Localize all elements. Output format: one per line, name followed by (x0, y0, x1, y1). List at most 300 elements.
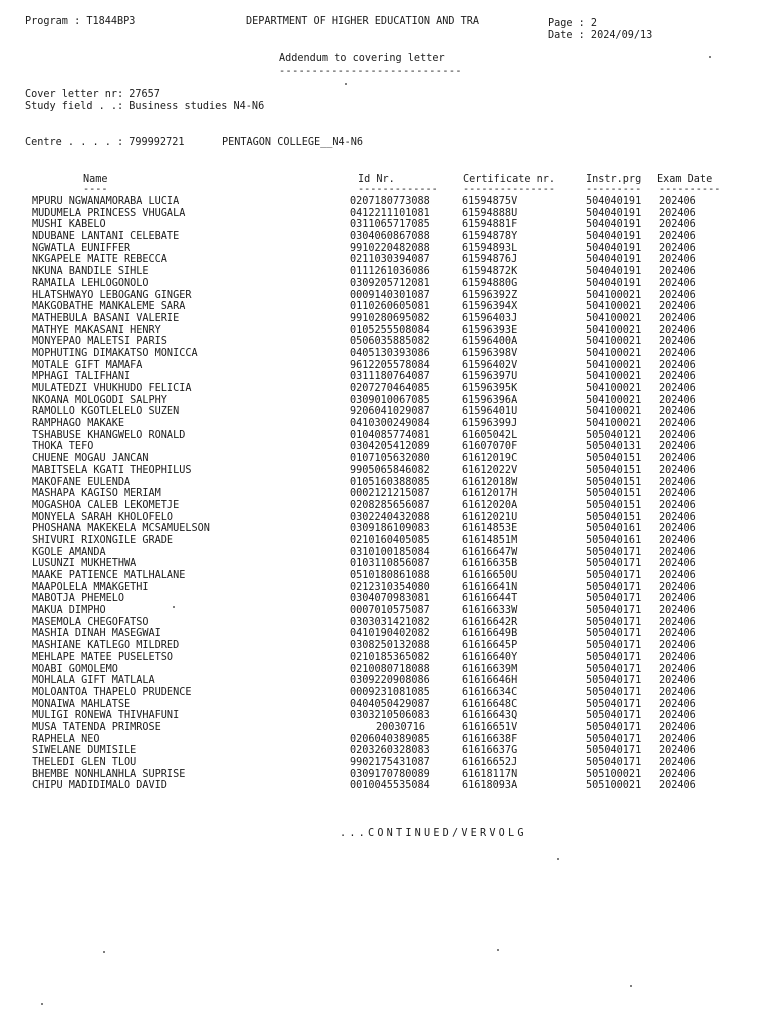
instruction-programme: 504040191 (586, 266, 642, 278)
table-row (0, 535, 768, 547)
exam-date: 202406 (659, 488, 696, 500)
id-number: 0309170780089 (350, 768, 430, 780)
candidate-name: RAMOLLO KGOTLELELO SUZEN (32, 406, 180, 418)
certificate-number: 61612018W (462, 476, 518, 488)
candidate-name: MOABI GOMOLEMO (32, 663, 118, 675)
department-name: DEPARTMENT OF HIGHER EDUCATION AND TRA (246, 16, 480, 27)
certificate-number: 61616650U (462, 570, 518, 581)
table-row (0, 430, 768, 442)
id-number: 0007010575087 (350, 605, 430, 617)
certificate-number: 61596399J (462, 418, 518, 430)
certificate-number: 61612017H (462, 488, 518, 500)
exam-date: 202406 (659, 464, 696, 476)
instruction-programme: 505040171 (586, 605, 642, 617)
candidate-name: MAKUA DIMPHO (32, 605, 106, 617)
candidate-name: MAKOFANE EULENDA (32, 476, 131, 488)
id-number: 0002121215087 (350, 488, 430, 500)
exam-date: 202406 (659, 745, 696, 757)
id-number: 0105160388085 (350, 476, 430, 488)
table-row (0, 243, 768, 255)
table-row (0, 418, 768, 430)
instruction-programme: 505040171 (586, 570, 642, 581)
exam-date: 202406 (659, 780, 696, 792)
table-row (0, 628, 768, 640)
id-number: 0104085774081 (350, 429, 430, 441)
exam-date: 202406 (659, 207, 696, 219)
table-row (0, 465, 768, 477)
certificate-number: 61596397U (462, 371, 518, 383)
exam-date: 202406 (659, 429, 696, 441)
candidate-name: MONYEPAO MALETSI PARIS (32, 336, 167, 348)
instruction-programme: 505040151 (586, 453, 642, 465)
table-row (0, 699, 768, 711)
exam-date: 202406 (659, 605, 696, 617)
certificate-number: 61616652J (462, 757, 518, 768)
instruction-programme: 505040151 (586, 511, 642, 523)
certificate-number: 61616638F (462, 733, 518, 745)
table-row (0, 523, 768, 535)
instruction-programme: 505040151 (586, 464, 642, 476)
certificate-number: 61618117N (462, 768, 518, 780)
instruction-programme: 505040171 (586, 593, 642, 605)
exam-date: 202406 (659, 546, 696, 558)
id-number: 0206040389085 (350, 733, 430, 745)
instruction-programme: 504100021 (586, 359, 642, 371)
candidate-name: MUDUMELA PRINCESS VHUGALA (32, 207, 186, 219)
certificate-number: 61616644T (462, 593, 518, 605)
candidate-name: MOPHUTING DIMAKATSO MONICCA (32, 347, 198, 359)
instruction-programme: 504040191 (586, 254, 642, 266)
id-number: 0111261036086 (350, 266, 430, 278)
exam-date: 202406 (659, 534, 696, 546)
table-row (0, 675, 768, 687)
id-number: 0304205412089 (350, 441, 430, 453)
candidate-name: MOGASHOA CALEB LEKOMETJE (32, 499, 180, 511)
instruction-programme: 504040191 (586, 219, 642, 231)
instruction-programme: 505040171 (586, 733, 642, 745)
table-row (0, 558, 768, 570)
id-number: 0309186109083 (350, 523, 430, 535)
id-number: 0302240432088 (350, 511, 430, 523)
certificate-number: 61616637G (462, 745, 518, 757)
candidate-name: LUSUNZI MUKHETHWA (32, 558, 137, 570)
candidate-name: NKUNA BANDILE SIHLE (32, 266, 149, 278)
certificate-number: 61596403J (462, 312, 518, 324)
instruction-programme: 504100021 (586, 289, 642, 301)
instruction-programme: 504100021 (586, 347, 642, 359)
certificate-number: 61614853E (462, 523, 518, 535)
id-number: 9910280695082 (350, 312, 430, 324)
instruction-programme: 504100021 (586, 406, 642, 418)
instruction-programme: 504100021 (586, 301, 642, 313)
certificate-number: 61607070F (462, 441, 518, 453)
exam-date: 202406 (659, 394, 696, 406)
instruction-programme: 505040171 (586, 675, 642, 687)
candidate-name: MASHIA DINAH MASEGWAI (32, 628, 161, 640)
id-number: 0412211101081 (350, 207, 430, 219)
exam-date: 202406 (659, 511, 696, 523)
table-row (0, 757, 768, 769)
instruction-programme: 505040171 (586, 628, 642, 640)
id-number: 0207180773088 (350, 196, 430, 207)
instruction-programme: 504100021 (586, 394, 642, 406)
exam-date: 202406 (659, 757, 696, 768)
table-row (0, 406, 768, 418)
column-rule-exam-date: ---------- (659, 184, 721, 195)
instruction-programme: 505040171 (586, 663, 642, 675)
certificate-number: 61594888U (462, 207, 518, 219)
instruction-programme: 504100021 (586, 418, 642, 430)
candidate-name: MATHYE MAKASANI HENRY (32, 324, 161, 336)
id-number: 0110260605081 (350, 301, 430, 313)
exam-date: 202406 (659, 383, 696, 394)
candidate-name: NKOANA MOLOGODI SALPHY (32, 394, 167, 406)
certificate-number: 61612020A (462, 499, 518, 511)
table-row (0, 196, 768, 208)
id-number: 0311180764087 (350, 371, 430, 383)
id-number: 0405130393086 (350, 347, 430, 359)
id-number: 0310100185084 (350, 546, 430, 558)
id-number: 9910220482088 (350, 242, 430, 254)
table-row (0, 652, 768, 664)
centre-name: PENTAGON COLLEGE__N4-N6 (222, 137, 364, 148)
candidate-name: MPURU NGWANAMORABA LUCIA (32, 196, 180, 207)
exam-date: 202406 (659, 733, 696, 745)
certificate-number: 61616633W (462, 605, 518, 617)
scan-speck (173, 606, 175, 608)
id-number: 0009231081085 (350, 686, 430, 698)
exam-date: 202406 (659, 570, 696, 581)
instruction-programme: 505040151 (586, 488, 642, 500)
instruction-programme: 505100021 (586, 780, 642, 792)
candidate-name: MASHIANE KATLEGO MILDRED (32, 640, 180, 652)
id-number: 0210185365082 (350, 651, 430, 663)
centre-number: Centre . . . . : 799992721 (25, 137, 185, 148)
id-number: 0309205712081 (350, 277, 430, 289)
candidate-name: TSHABUSE KHANGWELO RONALD (32, 429, 186, 441)
table-row (0, 208, 768, 220)
certificate-number: 61594875V (462, 196, 518, 207)
id-number: 0510180861088 (350, 570, 430, 581)
candidate-name: MEHLAPE MATEE PUSELETSO (32, 651, 174, 663)
id-number: 0311065717085 (350, 219, 430, 231)
instruction-programme: 505100021 (586, 768, 642, 780)
id-number: 0010045535084 (350, 780, 430, 792)
id-number: 0208285656087 (350, 499, 430, 511)
certificate-number: 61616645P (462, 640, 518, 652)
instruction-programme: 505040151 (586, 476, 642, 488)
candidate-name: MUSHI KABELO (32, 219, 106, 231)
cover-letter-number: Cover letter nr: 27657 (25, 89, 160, 100)
exam-date: 202406 (659, 406, 696, 418)
id-number: 0103110856087 (350, 558, 430, 570)
candidate-name: MASEMOLA CHEGOFATSO (32, 616, 149, 628)
candidate-name: KGOLE AMANDA (32, 546, 106, 558)
id-number: 0304070983081 (350, 593, 430, 605)
id-number: 0309220908086 (350, 675, 430, 687)
scan-speck (41, 1003, 43, 1005)
instruction-programme: 504100021 (586, 383, 642, 394)
id-number: 0309010067085 (350, 394, 430, 406)
certificate-number: 61596398V (462, 347, 518, 359)
exam-date: 202406 (659, 336, 696, 348)
table-row (0, 336, 768, 348)
exam-date: 202406 (659, 301, 696, 313)
id-number: 9905065846082 (350, 464, 430, 476)
instruction-programme: 505040161 (586, 534, 642, 546)
table-row (0, 301, 768, 313)
candidate-table (0, 196, 768, 792)
certificate-number: 61596400A (462, 336, 518, 348)
column-header-certificate: Certificate nr. (463, 174, 556, 185)
candidate-name: MOTALE GIFT MAMAFA (32, 359, 143, 371)
exam-date: 202406 (659, 312, 696, 324)
exam-date: 202406 (659, 254, 696, 266)
table-row (0, 547, 768, 559)
candidate-name: CHUENE MOGAU JANCAN (32, 453, 149, 465)
exam-date: 202406 (659, 289, 696, 301)
candidate-name: MATHEBULA BASANI VALERIE (32, 312, 180, 324)
table-row (0, 360, 768, 372)
table-row (0, 500, 768, 512)
certificate-number: 61596396A (462, 394, 518, 406)
table-row (0, 605, 768, 617)
candidate-name: MULATEDZI VHUKHUDO FELICIA (32, 383, 192, 394)
candidate-name: NKGAPELE MAITE REBECCA (32, 254, 167, 266)
table-row (0, 348, 768, 360)
certificate-number: 61612022V (462, 464, 518, 476)
table-row (0, 780, 768, 792)
document-title: Addendum to covering letter (279, 53, 445, 64)
exam-date: 202406 (659, 453, 696, 465)
table-row (0, 290, 768, 302)
certificate-number: 61596402V (462, 359, 518, 371)
continued-notice: ...CONTINUED/VERVOLG (340, 828, 527, 839)
candidate-name: MABITSELA KGATI THEOPHILUS (32, 464, 192, 476)
column-rule-instr-prg: --------- (586, 184, 642, 195)
candidate-name: NDUBANE LANTANI CELEBATE (32, 231, 180, 243)
certificate-number: 61616646H (462, 675, 518, 687)
table-row (0, 371, 768, 383)
scan-speck (497, 949, 499, 951)
certificate-number: 61614851M (462, 534, 518, 546)
scan-speck (557, 858, 559, 860)
column-header-name: Name (83, 174, 108, 185)
candidate-name: MULIGI RONEWA THIVHAFUNI (32, 710, 180, 722)
certificate-number: 61612021U (462, 511, 518, 523)
exam-date: 202406 (659, 219, 696, 231)
exam-date: 202406 (659, 231, 696, 243)
candidate-name: THELEDI GLEN TLOU (32, 757, 137, 768)
candidate-name: CHIPU MADIDIMALO DAVID (32, 780, 167, 792)
id-number: 0009140301087 (350, 289, 430, 301)
candidate-name: MABOTJA PHEMELO (32, 593, 125, 605)
instruction-programme: 505040121 (586, 429, 642, 441)
instruction-programme: 505040171 (586, 558, 642, 570)
instruction-programme: 504040191 (586, 207, 642, 219)
instruction-programme: 505040171 (586, 640, 642, 652)
instruction-programme: 504100021 (586, 371, 642, 383)
table-row (0, 266, 768, 278)
exam-date: 202406 (659, 675, 696, 687)
certificate-number: 61596393E (462, 324, 518, 336)
exam-date: 202406 (659, 581, 696, 593)
scan-speck (630, 985, 632, 987)
candidate-name: MAAKE PATIENCE MATLHALANE (32, 570, 186, 581)
certificate-number: 61596392Z (462, 289, 518, 301)
certificate-number: 61616634C (462, 686, 518, 698)
certificate-number: 61596401U (462, 406, 518, 418)
table-row (0, 664, 768, 676)
id-number: 0303031421082 (350, 616, 430, 628)
instruction-programme: 505040171 (586, 757, 642, 768)
certificate-number: 61616651V (462, 721, 518, 733)
table-row (0, 593, 768, 605)
exam-date: 202406 (659, 651, 696, 663)
candidate-name: THOKA TEFO (32, 441, 94, 453)
id-number: 0105255508084 (350, 324, 430, 336)
id-number: 0410190402082 (350, 628, 430, 640)
page-number: Page : 2 (548, 18, 598, 29)
id-number: 0107105632080 (350, 453, 430, 465)
exam-date: 202406 (659, 324, 696, 336)
instruction-programme: 504100021 (586, 336, 642, 348)
id-number: 0210080718088 (350, 663, 430, 675)
exam-date: 202406 (659, 347, 696, 359)
exam-date: 202406 (659, 663, 696, 675)
exam-date: 202406 (659, 710, 696, 722)
exam-date: 202406 (659, 640, 696, 652)
id-number: 0308250132088 (350, 640, 430, 652)
table-row (0, 769, 768, 781)
id-number: 0410300249084 (350, 418, 430, 430)
candidate-name: MOHLALA GIFT MATLALA (32, 675, 155, 687)
table-row (0, 745, 768, 757)
exam-date: 202406 (659, 628, 696, 640)
instruction-programme: 504040191 (586, 231, 642, 243)
instruction-programme: 505040171 (586, 710, 642, 722)
id-number: 0210160405085 (350, 534, 430, 546)
id-number: 0203260328083 (350, 745, 430, 757)
table-row (0, 582, 768, 594)
instruction-programme: 505040171 (586, 745, 642, 757)
table-row (0, 453, 768, 465)
exam-date: 202406 (659, 558, 696, 570)
instruction-programme: 504040191 (586, 196, 642, 207)
exam-date: 202406 (659, 266, 696, 278)
instruction-programme: 505040171 (586, 651, 642, 663)
candidate-name: RAMAILA LEHLOGONOLO (32, 277, 149, 289)
exam-date: 202406 (659, 277, 696, 289)
certificate-number: 61616642R (462, 616, 518, 628)
table-row (0, 441, 768, 453)
table-row (0, 734, 768, 746)
print-date: Date : 2024/09/13 (548, 30, 653, 41)
certificate-number: 61612019C (462, 453, 518, 465)
id-number: 0404050429087 (350, 698, 430, 710)
candidate-name: MONAIWA MAHLATSE (32, 698, 131, 710)
candidate-name: PHOSHANA MAKEKELA MCSAMUELSON (32, 523, 210, 535)
table-row (0, 710, 768, 722)
instruction-programme: 505040161 (586, 523, 642, 535)
table-row (0, 325, 768, 337)
id-number: 0304060867088 (350, 231, 430, 243)
title-underline: ---------------------------- (279, 66, 462, 77)
table-row (0, 722, 768, 734)
table-row (0, 640, 768, 652)
table-row (0, 231, 768, 243)
certificate-number: 61594872K (462, 266, 518, 278)
table-row (0, 313, 768, 325)
table-row (0, 278, 768, 290)
certificate-number: 61616649B (462, 628, 518, 640)
certificate-number: 61616641N (462, 581, 518, 593)
table-row (0, 488, 768, 500)
certificate-number: 61616648C (462, 698, 518, 710)
exam-date: 202406 (659, 523, 696, 535)
instruction-programme: 505040171 (586, 581, 642, 593)
candidate-name: MPHAGI TALIFHANI (32, 371, 131, 383)
exam-date: 202406 (659, 616, 696, 628)
column-header-exam-date: Exam Date (657, 174, 713, 185)
exam-date: 202406 (659, 499, 696, 511)
table-row (0, 512, 768, 524)
certificate-number: 61594880G (462, 277, 518, 289)
candidate-name: SHIVURI RIXONGILE GRADE (32, 534, 174, 546)
exam-date: 202406 (659, 593, 696, 605)
id-number: 20030716 (376, 721, 426, 733)
candidate-name: SIWELANE DUMISILE (32, 745, 137, 757)
certificate-number: 61594881F (462, 219, 518, 231)
candidate-name: MASHAPA KAGISO MERIAM (32, 488, 161, 500)
exam-date: 202406 (659, 196, 696, 207)
candidate-name: MAKGOBATHE MANKALEME SARA (32, 301, 186, 313)
certificate-number: 61594878Y (462, 231, 518, 243)
candidate-name: RAMPHAGO MAKAKE (32, 418, 125, 430)
program-code: Program : T1844BP3 (25, 16, 136, 27)
exam-date: 202406 (659, 476, 696, 488)
id-number: 9612205578084 (350, 359, 430, 371)
candidate-name: MOLOANTOA THAPELO PRUDENCE (32, 686, 192, 698)
certificate-number: 61596395K (462, 383, 518, 394)
scan-speck (345, 83, 347, 85)
table-row (0, 477, 768, 489)
instruction-programme: 504100021 (586, 312, 642, 324)
exam-date: 202406 (659, 698, 696, 710)
certificate-number: 61605042L (462, 429, 518, 441)
table-row (0, 617, 768, 629)
instruction-programme: 504040191 (586, 277, 642, 289)
candidate-name: MUSA TATENDA PRIMROSE (32, 721, 161, 733)
exam-date: 202406 (659, 721, 696, 733)
instruction-programme: 504040191 (586, 242, 642, 254)
instruction-programme: 505040171 (586, 616, 642, 628)
id-number: 0211030394087 (350, 254, 430, 266)
instruction-programme: 505040171 (586, 698, 642, 710)
certificate-number: 61594876J (462, 254, 518, 266)
study-field: Study field . .: Business studies N4-N6 (25, 101, 265, 112)
candidate-name: NGWATLA EUNIFFER (32, 242, 131, 254)
table-row (0, 570, 768, 582)
certificate-number: 61616635B (462, 558, 518, 570)
id-number: 0506035885082 (350, 336, 430, 348)
exam-date: 202406 (659, 441, 696, 453)
column-header-instr-prg: Instr.prg (586, 174, 642, 185)
column-rule-id: ------------- (358, 184, 438, 195)
id-number: 9902175431087 (350, 757, 430, 768)
candidate-name: MONYELA SARAH KHOLOFELO (32, 511, 174, 523)
instruction-programme: 505040151 (586, 499, 642, 511)
